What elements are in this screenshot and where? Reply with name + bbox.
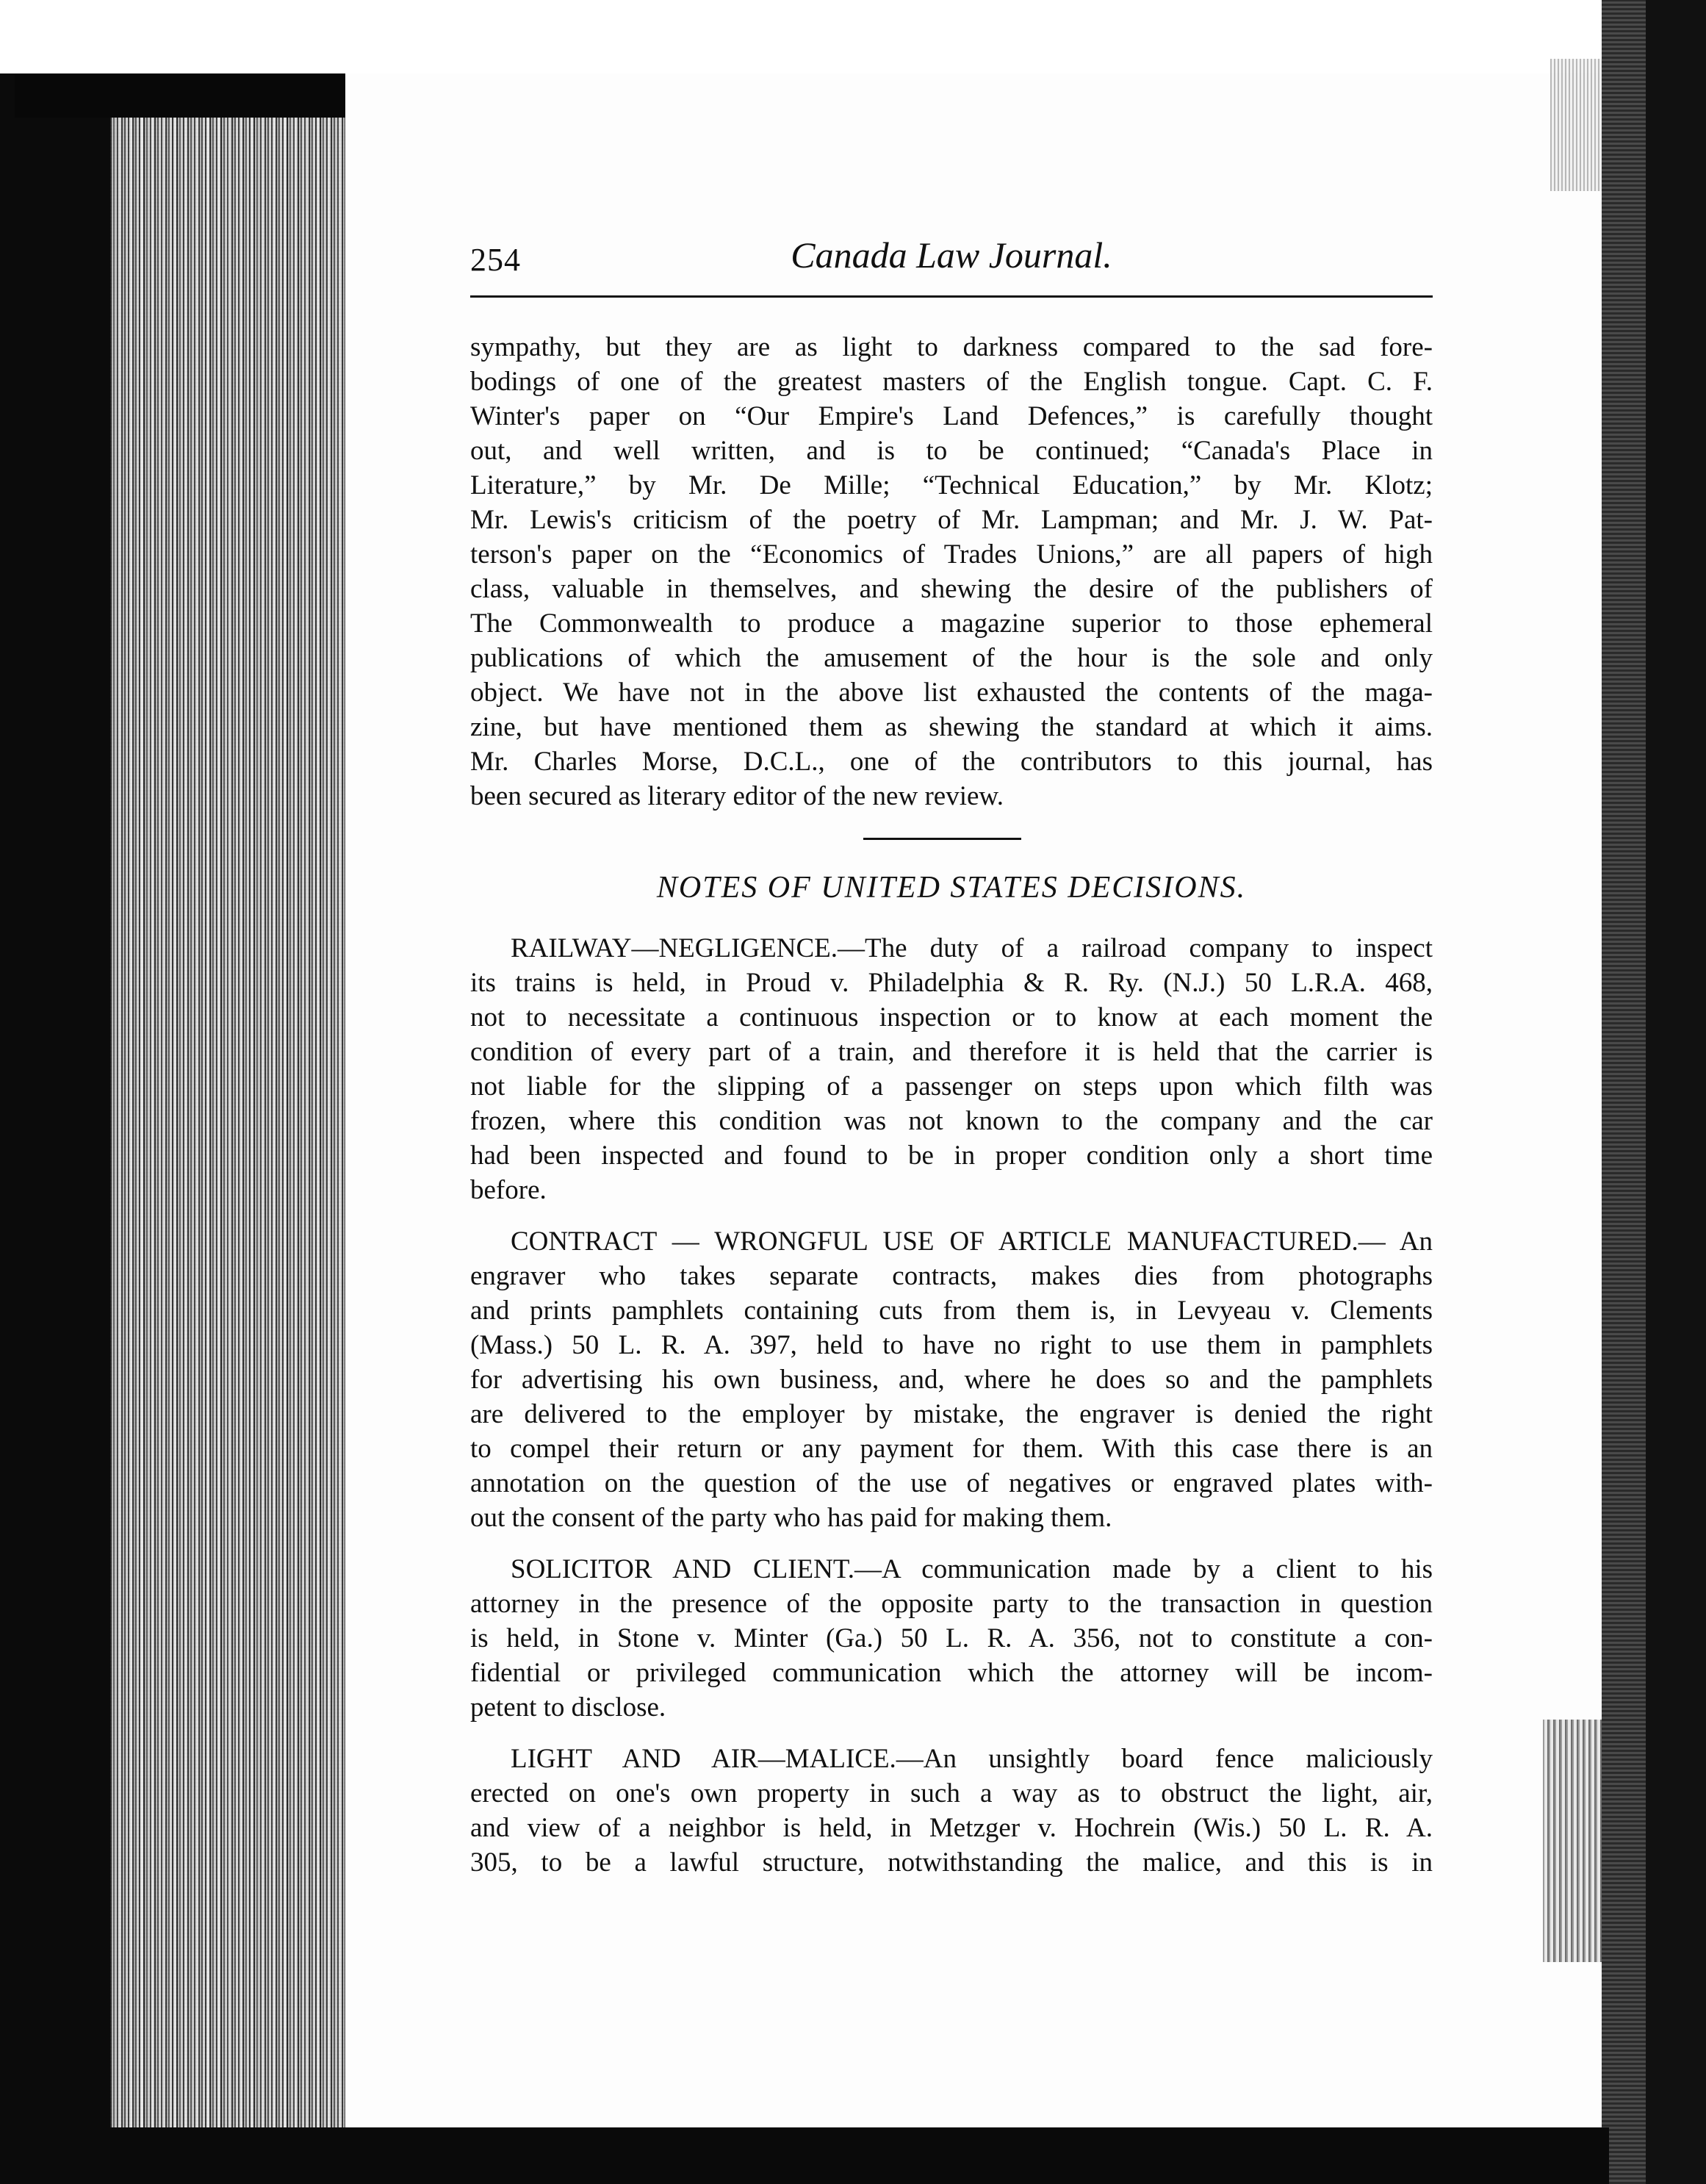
text-line: and prints pamphlets containing cuts from them is, in Levyeau v. Clements bbox=[470, 1296, 1433, 1326]
text-line: 305, to be a lawful structure, notwithstanding the malice, and this is in bbox=[470, 1847, 1433, 1878]
text-line: is held, in Stone v. Minter (Ga.) 50 L. R. A. 356, not to constitute a con- bbox=[470, 1623, 1433, 1653]
text-line: to compel their return or any payment for them. With this case there is an bbox=[470, 1434, 1433, 1464]
text-line: publications of which the amusement of the hour is the sole and only bbox=[470, 643, 1433, 673]
text-line: fidential or privileged communication which the attorney will be incom- bbox=[470, 1658, 1433, 1688]
page-edge-fringe-top bbox=[1550, 59, 1602, 191]
text-line: erected on one's own property in such a way as to obstruct the light, air, bbox=[470, 1778, 1433, 1808]
text-line: SOLICITOR AND CLIENT.—A communication made by a client to his bbox=[511, 1554, 1433, 1584]
text-line: Literature,” by Mr. De Mille; “Technical Education,” by Mr. Klotz; bbox=[470, 470, 1433, 500]
text-line: and view of a neighbor is held, in Metzger v. Hochrein (Wis.) 50 L. R. A. bbox=[470, 1813, 1433, 1843]
text-line: petent to disclose. bbox=[470, 1692, 666, 1723]
header-rule bbox=[470, 295, 1433, 298]
text-line: its trains is held, in Proud v. Philadelphia & R. Ry. (N.J.) 50 L.R.A. 468, bbox=[470, 968, 1433, 998]
text-line: CONTRACT — WRONGFUL USE OF ARTICLE MANUFACTURED.— An bbox=[511, 1226, 1433, 1257]
text-line: frozen, where this condition was not known to the company and the car bbox=[470, 1106, 1433, 1136]
section-heading: NOTES OF UNITED STATES DECISIONS. bbox=[656, 871, 1247, 905]
text-line: The Commonwealth to produce a magazine superior to those ephemeral bbox=[470, 608, 1433, 639]
text-line: zine, but have mentioned them as shewing the standard at which it aims. bbox=[470, 712, 1433, 742]
running-head bbox=[470, 234, 1433, 300]
text-line: RAILWAY—NEGLIGENCE.—The duty of a railroad company to inspect bbox=[511, 933, 1433, 963]
journal-title: Canada Law Journal. bbox=[791, 234, 1112, 276]
scan-bottom-border bbox=[110, 2127, 1609, 2184]
text-line: had been inspected and found to be in proper condition only a short time bbox=[470, 1141, 1433, 1171]
text-line: attorney in the presence of the opposite party to the transaction in question bbox=[470, 1589, 1433, 1619]
section-divider bbox=[863, 838, 1021, 840]
binding-shadow bbox=[0, 73, 110, 2184]
text-line: terson's paper on the “Economics of Trades Unions,” are all papers of high bbox=[470, 539, 1433, 570]
text-line: not liable for the slipping of a passenger on steps upon which filth was bbox=[470, 1071, 1433, 1102]
text-line: bodings of one of the greatest masters of the English tongue. Capt. C. F. bbox=[470, 367, 1433, 397]
text-line: before. bbox=[470, 1175, 547, 1205]
text-line: Winter's paper on “Our Empire's Land Defences,” is carefully thought bbox=[470, 401, 1433, 431]
text-line: condition of every part of a train, and therefore it is held that the carrier is bbox=[470, 1037, 1433, 1067]
text-line: annotation on the question of the use of negatives or engraved plates with- bbox=[470, 1468, 1433, 1498]
text-line: been secured as literary editor of the new review. bbox=[470, 781, 1004, 811]
text-line: Mr. Lewis's criticism of the poetry of Mr. Lampman; and Mr. J. W. Pat- bbox=[470, 505, 1433, 535]
text-line: out, and well written, and is to be continued; “Canada's Place in bbox=[470, 436, 1433, 466]
text-line: are delivered to the employer by mistake, the engraver is denied the right bbox=[470, 1399, 1433, 1429]
binding-page-edges bbox=[110, 73, 345, 2184]
page-edge-fringe-bottom bbox=[1543, 1720, 1609, 1962]
page-number: 254 bbox=[470, 242, 521, 278]
text-line: class, valuable in themselves, and shewing the desire of the publishers of bbox=[470, 574, 1433, 604]
text-line: object. We have not in the above list exhausted the contents of the maga- bbox=[470, 678, 1433, 708]
scan-right-border-texture bbox=[1602, 0, 1646, 2184]
text-line: LIGHT AND AIR—MALICE.—An unsightly board fence maliciously bbox=[511, 1744, 1433, 1774]
text-line: engraver who takes separate contracts, makes dies from photographs bbox=[470, 1261, 1433, 1291]
text-line: Mr. Charles Morse, D.C.L., one of the contributors to this journal, has bbox=[470, 747, 1433, 777]
text-line: not to necessitate a continuous inspection or to know at each moment the bbox=[470, 1002, 1433, 1032]
text-line: sympathy, but they are as light to darkness compared to the sad fore- bbox=[470, 332, 1433, 362]
text-line: for advertising his own business, and, where he does so and the pamphlets bbox=[470, 1365, 1433, 1395]
text-line: out the consent of the party who has paid for making them. bbox=[470, 1503, 1112, 1533]
binding-top-edge bbox=[15, 73, 360, 118]
text-line: (Mass.) 50 L. R. A. 397, held to have no right to use them in pamphlets bbox=[470, 1330, 1433, 1360]
